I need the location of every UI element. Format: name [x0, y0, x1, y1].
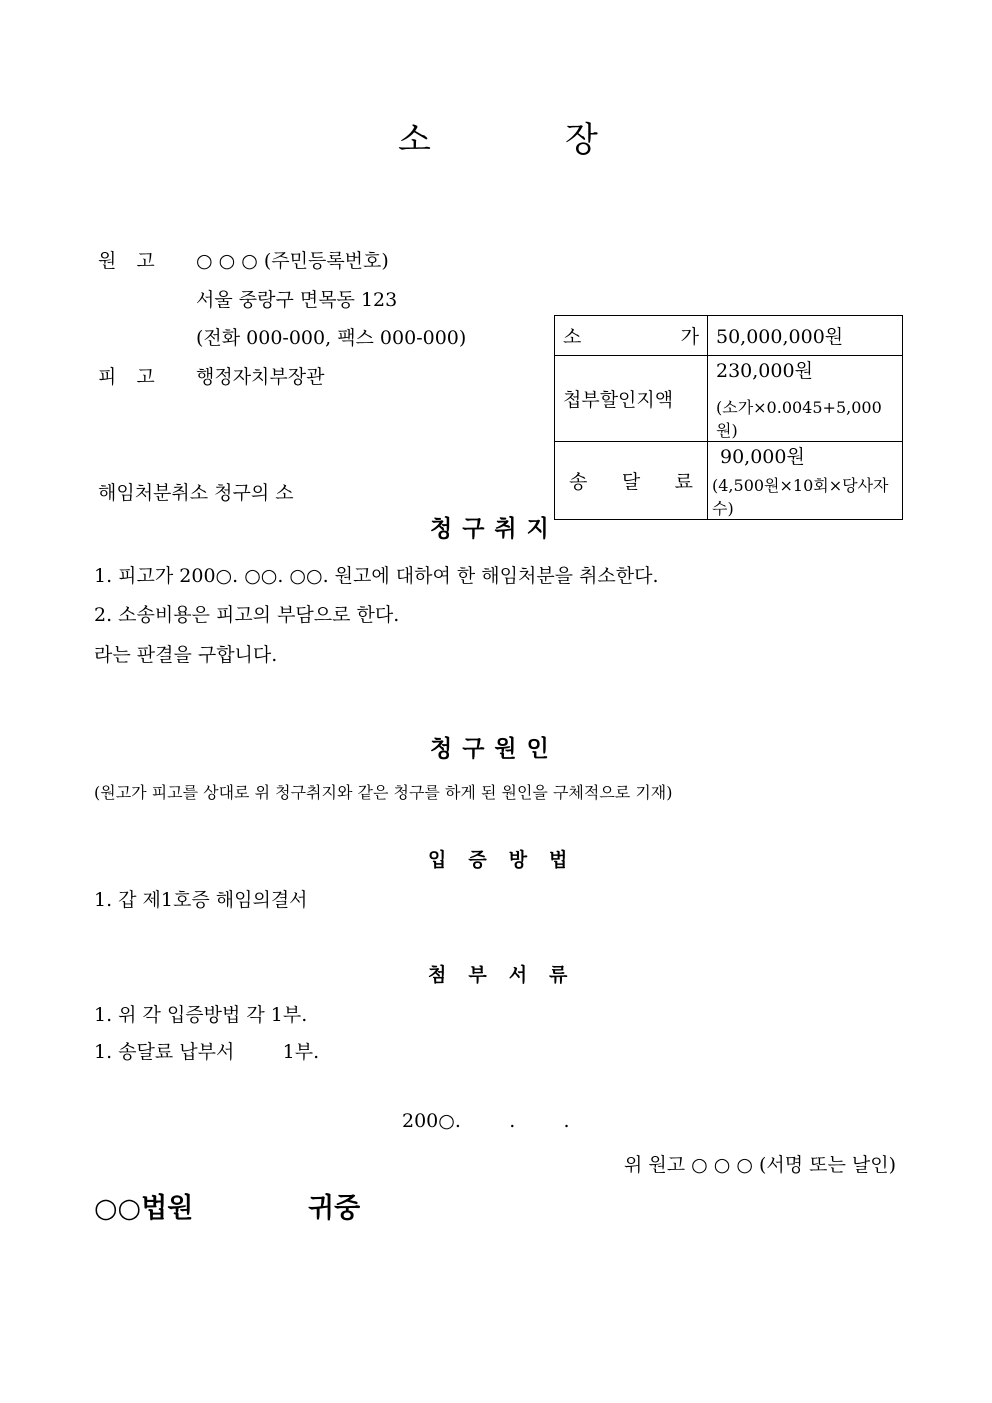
evidence-heading: 입증방법 — [428, 849, 590, 871]
fee-row1-label — [555, 316, 708, 356]
filing-date: 200○. . . — [402, 1110, 570, 1132]
fee-row2-cell — [708, 356, 903, 442]
fee-row2-label: 첩부할인지액 — [555, 356, 708, 442]
fee-row3-value: 90,000원 — [720, 446, 805, 468]
fee-row3-label-a: 송 — [569, 471, 588, 493]
evidence-item-1: 1. 갑 제1호증 해임의결서 — [94, 889, 308, 911]
court-suffix: 귀중 — [308, 1193, 361, 1224]
defendant-label-b: 고 — [136, 366, 155, 388]
fee-row1-label-b: 가 — [680, 326, 699, 348]
plaintiff-label — [98, 246, 155, 273]
plaintiff-label-a: 원 — [98, 250, 117, 272]
court-name: ○○법원 — [94, 1193, 194, 1224]
case-name: 해임처분취소 청구의 소 — [98, 482, 294, 504]
claim-cause-heading: 청구원인 — [430, 735, 559, 762]
defendant-label-a: 피 — [98, 366, 117, 388]
defendant-name: 행정자치부장관 — [196, 366, 325, 388]
fee-row3-label-b: 달 — [621, 471, 641, 493]
attachments-item-1: 1. 위 각 입증방법 각 1부. — [94, 1004, 308, 1026]
signature-line: 위 원고 ○ ○ ○ (서명 또는 날인) — [623, 1154, 896, 1176]
attachments-item-2: 1. 송달료 납부서 1부. — [94, 1041, 320, 1063]
fee-row3-label — [555, 442, 708, 520]
title-char-1: 소 — [398, 120, 431, 160]
attachments-heading: 첨부서류 — [428, 964, 590, 986]
claim-purpose-item-2: 2. 소송비용은 피고의 부담으로 한다. — [94, 604, 400, 626]
plaintiff-contact: (전화 000-000, 팩스 000-000) — [196, 327, 467, 349]
title-char-2: 장 — [565, 120, 598, 160]
claim-purpose-closing: 라는 판결을 구합니다. — [94, 644, 278, 666]
fee-row1-label-a: 소 — [563, 326, 582, 348]
fee-row2-value: 230,000원 — [716, 360, 813, 382]
claim-cause-note: (원고가 피고를 상대로 위 청구취지와 같은 청구를 하게 된 원인을 구체적으로 기재) — [94, 783, 673, 802]
fee-row3-cell — [708, 442, 903, 520]
plaintiff-label-b: 고 — [136, 250, 155, 272]
claim-purpose-heading: 청구취지 — [430, 515, 559, 542]
fee-table — [554, 315, 903, 520]
fee-row3-formula: (4,500원×10회×당사자수) — [712, 476, 889, 518]
fee-row1-value: 50,000,000원 — [708, 316, 903, 356]
fee-row3-label-c: 료 — [674, 471, 693, 493]
plaintiff-name: ○ ○ ○ (주민등록번호) — [196, 250, 389, 272]
claim-purpose-item-1: 1. 피고가 200○. ○○. ○○. 원고에 대하여 한 해임처분을 취소한다. — [94, 565, 659, 587]
defendant-label — [98, 362, 155, 389]
fee-row2-formula: (소가×0.0045+5,000원) — [716, 398, 882, 440]
plaintiff-address: 서울 중랑구 면목동 123 — [196, 289, 398, 311]
